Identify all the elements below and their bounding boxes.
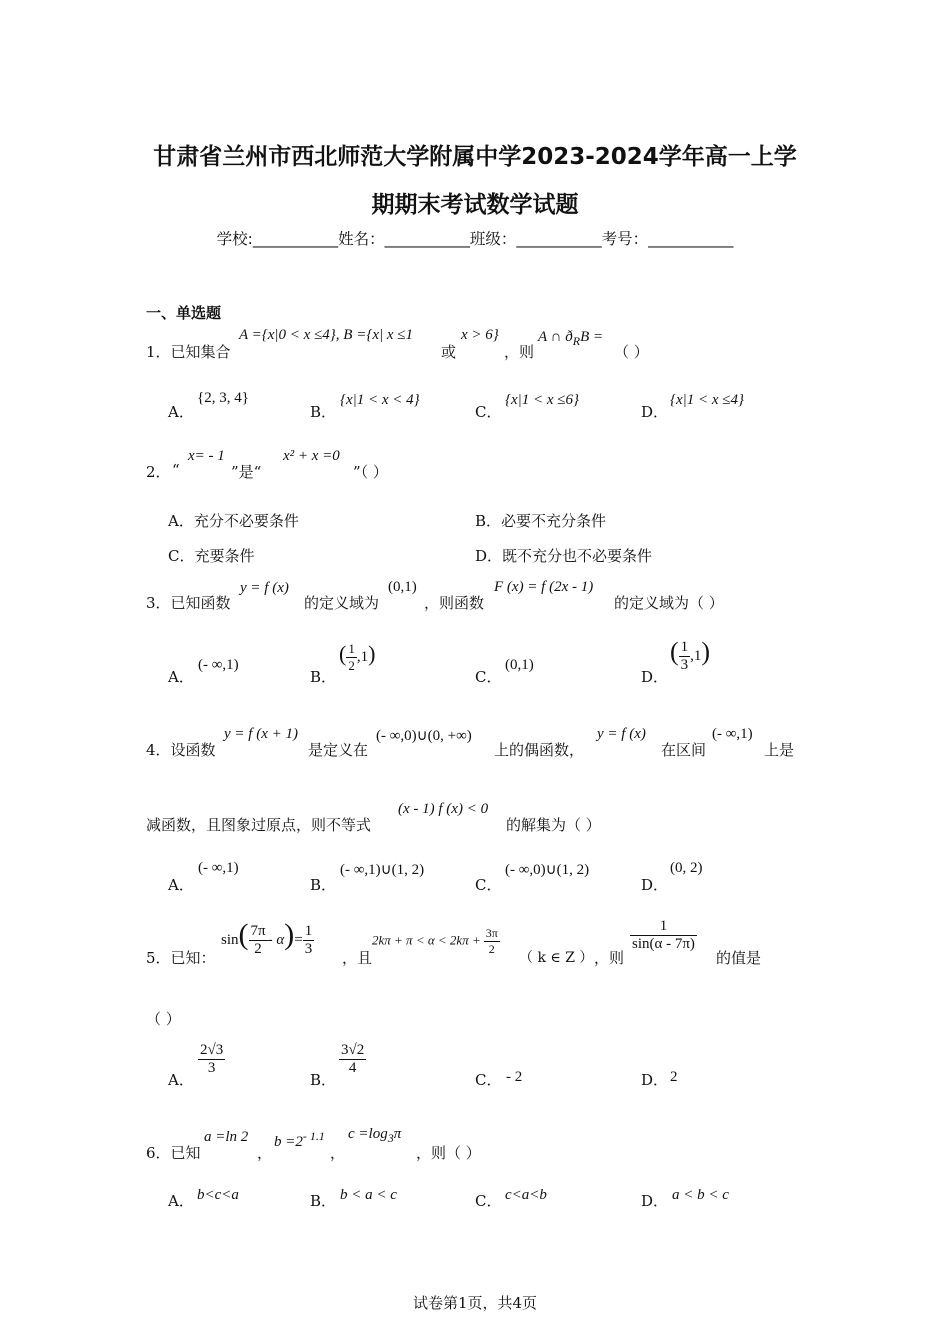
q5-frac-d [630,918,697,953]
q5-option-a-num: 2√3 [200,1042,224,1058]
q2-condition-b: x² + x =0 [283,448,340,464]
page-title-line2: 期期末考试数学试题 [371,192,579,218]
q6-b [274,1129,325,1151]
q1-expr [538,329,603,349]
q2-mid: ”是“ [231,463,262,481]
q4-line2-a: 减函数，且图象过原点，则不等式 [146,816,372,834]
q6-sep-1: ， [257,1144,273,1162]
q6-option-c-value: c<a<b [505,1187,547,1203]
q5-frac-b-den: 3 [304,941,313,958]
q3-text-3: 的定义域为（ ） [614,594,724,612]
q3-function-f: y = f (x) [240,580,289,596]
student-info-line: 学校:___________姓名：___________班级：___________考号：___________ [216,230,734,248]
q5-frac-d-den: sin(α - 7π) [632,936,695,952]
q6-sep-2: ， [330,1144,346,1162]
q4-option-b-label: B． [310,876,337,894]
section-heading: 一、单选题 [146,304,222,322]
q4-interval: (- ∞,1) [712,726,753,742]
q5-option-d-label: D． [641,1071,669,1089]
q1-option-b-value: {x|1 < x < 4} [340,392,420,408]
q6-option-c-label: C． [475,1192,502,1210]
q5-text-1: ，且 [342,949,373,967]
q4-label: 4．设函数 [146,741,216,759]
q3-domain: (0,1) [388,579,417,595]
q4-domain: (- ∞,0)∪(0, +∞) [376,728,472,744]
q6-option-d-value: a < b < c [672,1187,729,1203]
q4-function-2: y = f (x) [597,726,646,742]
q3-option-a-value: (- ∞,1) [198,657,239,673]
q5-text-3: 的值是 [716,949,762,967]
q3-option-d-label: D． [641,668,669,686]
q1-option-a-value: {2, 3, 4} [197,390,249,406]
q6-option-b-value: b < a < c [340,1187,397,1203]
q4-line2-b: 的解集为（ ） [506,816,601,834]
q1-option-d-label: D． [641,403,669,421]
q4-text-1: 是定义在 [308,741,369,759]
q1-option-a-label: A． [168,403,194,421]
q2-label: 2． [146,463,171,481]
page-footer: 试卷第1页，共4页 [412,1294,538,1312]
q3-option-b-den: 2 [348,658,355,674]
q6-option-b-label: B． [310,1192,337,1210]
q2-option-a-label: A． [168,512,194,530]
q3-option-d-den: 3 [680,657,689,674]
q6-c-base: c =log [348,1126,388,1142]
q6-b-base: b =2 [274,1134,303,1150]
q6-c [348,1126,401,1146]
q2-option-c-value: 充要条件 [194,547,255,565]
q5-frac-d-num: 1 [630,918,697,936]
q6-c-sub: 3 [387,1131,394,1145]
q5-option-b-label: B． [310,1071,337,1089]
q3-text-2: ，则函数 [424,594,485,612]
q5-sin-expression: sin( $\frac{7\pi}{2}$ - α)= $\frac{1}{3}$ [221,918,313,958]
q6-a: a =ln 2 [204,1129,249,1145]
q4-text-3: 在区间 [661,741,707,759]
q5-option-a-den: 3 [207,1060,216,1076]
q4-option-c-value: (- ∞,0)∪(1, 2) [505,862,590,878]
q1-option-c-value: {x|1 < x ≤6} [505,392,580,408]
q5-option-b-den: 4 [348,1060,357,1076]
q1-expr-sub: R [572,334,581,348]
q2-condition-a: x= - 1 [188,448,225,464]
q4-text-2: 上的偶函数， [494,741,585,759]
q2-option-d-value: 既不充分也不必要条件 [502,547,653,565]
q5-sin: sin [221,932,239,948]
q2-option-d [475,545,652,566]
q3-label: 3．已知函数 [146,594,231,612]
q5-blank: （ ） [146,1010,181,1028]
q5-text-2: ，则 [594,949,625,967]
q2-option-d-label: D． [475,547,503,565]
q1-blank: （ ） [614,343,649,361]
q3-option-b-num: 1 [348,641,355,657]
q1-expr-main: A ∩ ð [538,329,573,345]
q5-option-c-value: - 2 [506,1069,523,1085]
q5-frac-a-num: 7π [250,923,266,940]
q4-option-a-value: (- ∞,1) [198,860,239,876]
q4-option-d-value: (0, 2) [670,860,703,876]
q6-option-a-value: b<c<a [197,1187,239,1203]
q6-tail: ，则（ ） [416,1144,481,1162]
page-title-line1: 甘肃省兰州市西北师范大学附属中学2023-2024学年高一上学 [153,144,797,170]
q6-option-d-label: D． [641,1192,669,1210]
q3-option-a-label: A． [168,668,194,686]
q6-b-exp: - 1.1 [302,1129,325,1143]
q2-option-b-value: 必要不充分条件 [501,512,607,530]
q6-label: 6．已知 [146,1144,201,1162]
q4-option-d-label: D． [641,876,669,894]
q5-frac-a-den: 2 [254,941,262,958]
q3-option-b-value: ( $\frac{1}{2}$ ,1) [339,641,376,674]
q5-frac-c-num: 3π [485,926,498,940]
q5-frac-c-den: 2 [488,942,495,956]
q1-option-d-value: {x|1 < x ≤4} [670,392,745,408]
q2-open-quote: “ [172,461,180,479]
q3-option-b-label: B． [310,668,337,686]
q4-option-c-label: C． [475,876,502,894]
q5-label: 5．已知： [146,949,216,967]
q5-option-d-value: 2 [670,1069,678,1085]
q2-option-a [168,510,299,531]
q2-option-c [168,545,255,566]
q5-option-a-value [198,1042,225,1077]
q1-cond: x > 6} [461,327,499,343]
q4-option-a-label: A． [168,876,194,894]
q5-option-b-num: 3√2 [341,1042,365,1058]
q4-option-b-value: (- ∞,1)∪(1, 2) [340,862,425,878]
q3-function-F: F (x) = f (2x - 1) [494,579,594,595]
q4-text-4: 上是 [764,741,795,759]
q1-then: ，则 [504,343,535,361]
q2-close: ”（ ） [353,463,388,481]
q5-option-b-value [339,1042,366,1077]
q4-inequality: (x - 1) f (x) < 0 [398,801,489,817]
q1-label: 1．已知集合 [146,343,231,361]
q6-option-a-label: A． [168,1192,194,1210]
q5-k: （ k ∈ Z ） [519,950,594,966]
q3-option-d-num: 1 [680,639,689,656]
q5-frac-b-num: 1 [304,923,313,940]
q2-option-c-label: C． [168,547,195,565]
q3-option-c-value: (0,1) [505,657,534,673]
q5-range [372,926,500,957]
q2-option-a-value: 充分不必要条件 [193,512,299,530]
q2-option-b [475,510,606,531]
q2-option-b-label: B． [475,512,502,530]
q3-option-d-tail: ,1 [690,648,702,664]
q1-set-def: A ={x|0 < x ≤4}, B ={x| x ≤1 [239,327,414,343]
q5-range-text: 2kπ + π < α < 2kπ + [372,932,481,948]
q1-or: 或 [441,343,457,361]
q3-option-c-label: C． [475,668,502,686]
q5-option-c-label: C． [475,1071,502,1089]
q5-minus-alpha: - α [267,932,285,948]
q1-expr-tail: B = [580,329,604,345]
q3-option-d-value: ( $\frac{1}{3}$ ,1) [670,637,711,674]
q3-option-b-tail: ,1 [356,649,369,665]
q3-text-1: 的定义域为 [304,594,380,612]
q4-function-1: y = f (x + 1) [224,726,298,742]
q1-option-c-label: C． [475,403,502,421]
q1-option-b-label: B． [310,403,337,421]
q6-c-tail: π [393,1126,402,1142]
q5-equals: = [294,932,303,948]
q5-option-a-label: A． [168,1071,194,1089]
